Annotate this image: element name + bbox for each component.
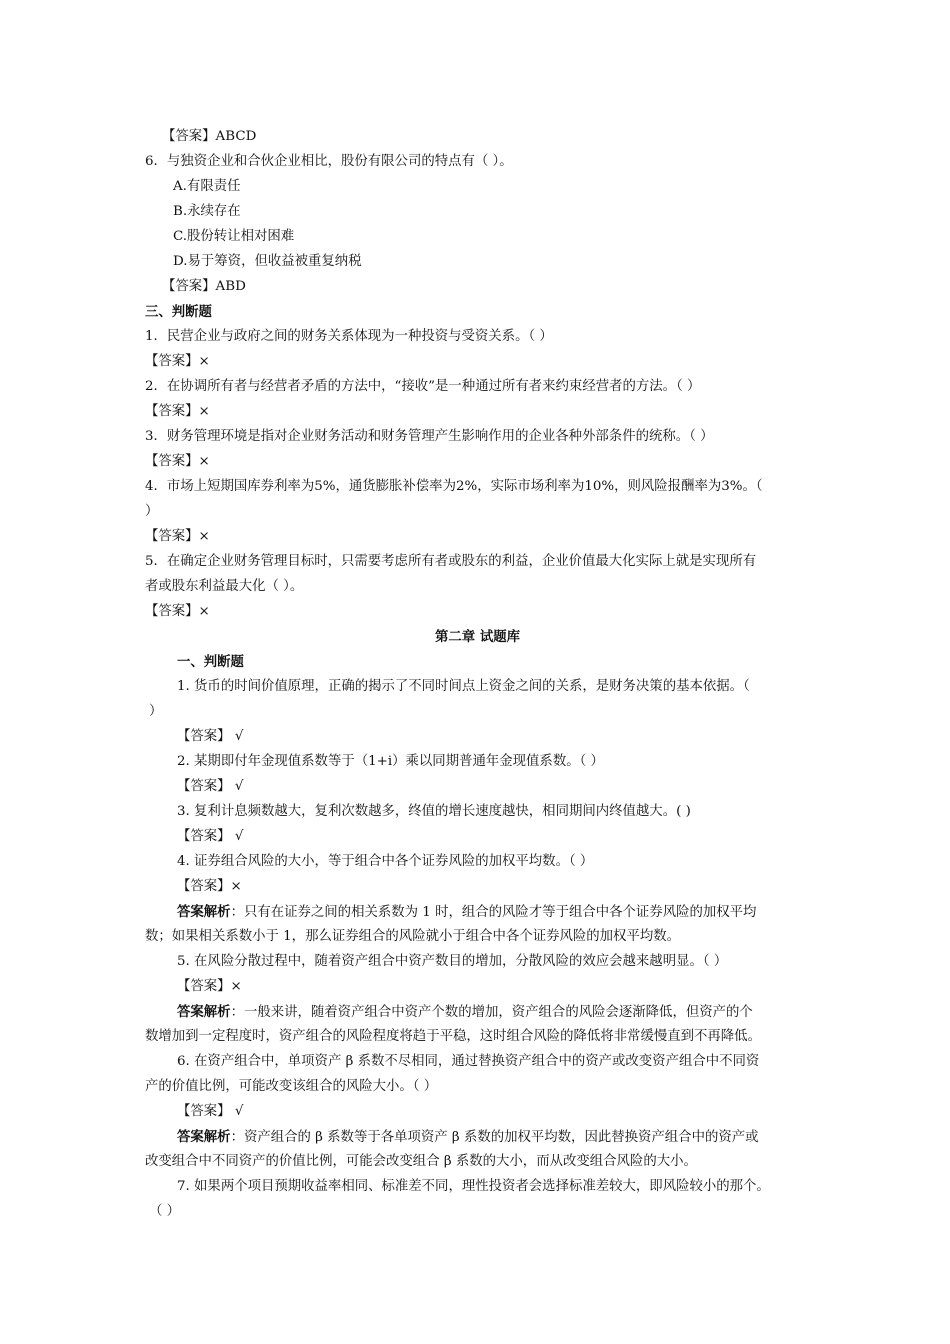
chapter-title: 第二章 试题库 — [434, 629, 520, 645]
answer-line: 【答案】ABD — [162, 279, 246, 294]
explanation-5 — [177, 1002, 753, 1023]
judge-question-1: 1．民营企业与政府之间的财务关系体现为一种投资与受资关系。（ ） — [145, 329, 553, 344]
explanation-label: 答案解析 — [177, 1129, 231, 1145]
judge-question-3: 3．财务管理环境是指对企业财务活动和财务管理产生影响作用的企业各种外部条件的统称。（ ） — [145, 429, 714, 444]
explanation-4-cont: 数；如果相关系数小于 1，那么证券组合的风险就小于组合中各个证券风险的加权平均数。 — [145, 929, 681, 944]
answer-line: 【答案】 √ — [177, 779, 244, 794]
answer-line: 【答案】 √ — [177, 829, 244, 844]
ch2-question-6: 6. 在资产组合中，单项资产 β 系数不尽相同，通过替换资产组合中的资产或改变资产组合中不同资 — [177, 1054, 760, 1069]
answer-line: 【答案】 √ — [177, 1104, 244, 1119]
judge-question-2: 2．在协调所有者与经营者矛盾的方法中，“接收”是一种通过所有者来约束经营者的方法。（ ） — [145, 379, 701, 394]
explanation-text: ：资产组合的 β 系数等于各单项资产 β 系数的加权平均数，因此替换资产组合中的资产或 — [230, 1130, 759, 1145]
explanation-5-cont: 数增加到一定程度时，资产组合的风险程度将趋于平稳，这时组合风险的降低将非常缓慢直到不再降低。 — [145, 1029, 761, 1044]
ch2-question-3: 3. 复利计息频数越大，复利次数越多，终值的增长速度越快，相同期间内终值越大。( ) — [177, 804, 691, 819]
answer-line: 【答案】× — [177, 879, 242, 894]
explanation-label: 答案解析 — [177, 904, 231, 920]
answer-line: 【答案】 √ — [177, 729, 244, 744]
ch2-question-2: 2. 某期即付年金现值系数等于（1+i）乘以同期普通年金现值系数。（ ） — [177, 754, 604, 769]
option-a: A.有限责任 — [173, 179, 241, 194]
answer-line: 【答案】× — [145, 529, 210, 544]
option-d: D.易于筹资，但收益被重复纳税 — [173, 254, 362, 269]
ch2-question-1: 1. 货币的时间价值原理，正确的揭示了不同时间点上资金之间的关系，是财务决策的基本依据。（ — [177, 679, 750, 694]
ch2-question-7-cont: （ ） — [149, 1204, 181, 1219]
explanation-text: ：一般来讲，随着资产组合中资产个数的增加，资产组合的风险会逐渐降低，但资产的个 — [230, 1005, 753, 1020]
section-heading: 一、判断题 — [177, 654, 244, 670]
section-heading: 三、判断题 — [145, 304, 212, 320]
judge-question-4-cont: ） — [145, 504, 159, 519]
option-c: C.股份转让相对困难 — [173, 229, 295, 244]
explanation-6 — [177, 1127, 759, 1148]
judge-question-5: 5．在确定企业财务管理目标时，只需要考虑所有者或股东的利益，企业价值最大化实际上就是实现所有 — [145, 554, 757, 569]
explanation-4 — [177, 902, 756, 923]
judge-question-4: 4．市场上短期国库券利率为5%，通货膨胀补偿率为2%，实际市场利率为10%，则风险报酬率为3%。（ — [145, 479, 763, 494]
option-b: B.永续存在 — [173, 204, 241, 219]
answer-line: 【答案】× — [145, 454, 210, 469]
question-6: 6．与独资企业和合伙企业相比，股份有限公司的特点有（ ）。 — [145, 154, 513, 169]
answer-line: 【答案】× — [145, 404, 210, 419]
explanation-label: 答案解析 — [177, 1004, 231, 1020]
explanation-text: ：只有在证券之间的相关系数为 1 时，组合的风险才等于组合中各个证券风险的加权平均 — [230, 905, 757, 920]
ch2-question-1-cont: ） — [149, 704, 163, 719]
answer-line: 【答案】× — [177, 979, 242, 994]
ch2-question-4: 4. 证券组合风险的大小，等于组合中各个证券风险的加权平均数。（ ） — [177, 854, 594, 869]
judge-question-5-cont: 者或股东利益最大化（ ）。 — [145, 579, 304, 594]
explanation-6-cont: 改变组合中不同资产的价值比例，可能会改变组合 β 系数的大小，而从改变组合风险的大小。 — [145, 1154, 697, 1169]
answer-line: 【答案】ABCD — [162, 129, 257, 144]
answer-line: 【答案】× — [145, 354, 210, 369]
ch2-question-5: 5. 在风险分散过程中，随着资产组合中资产数目的增加，分散风险的效应会越来越明显。（ ） — [177, 954, 728, 969]
ch2-question-6-cont: 产的价值比例，可能改变该组合的风险大小。（ ） — [145, 1079, 438, 1094]
answer-line: 【答案】× — [145, 604, 210, 619]
ch2-question-7: 7. 如果两个项目预期收益率相同、标准差不同，理性投资者会选择标准差较大，即风险较小的那个。 — [177, 1179, 770, 1194]
